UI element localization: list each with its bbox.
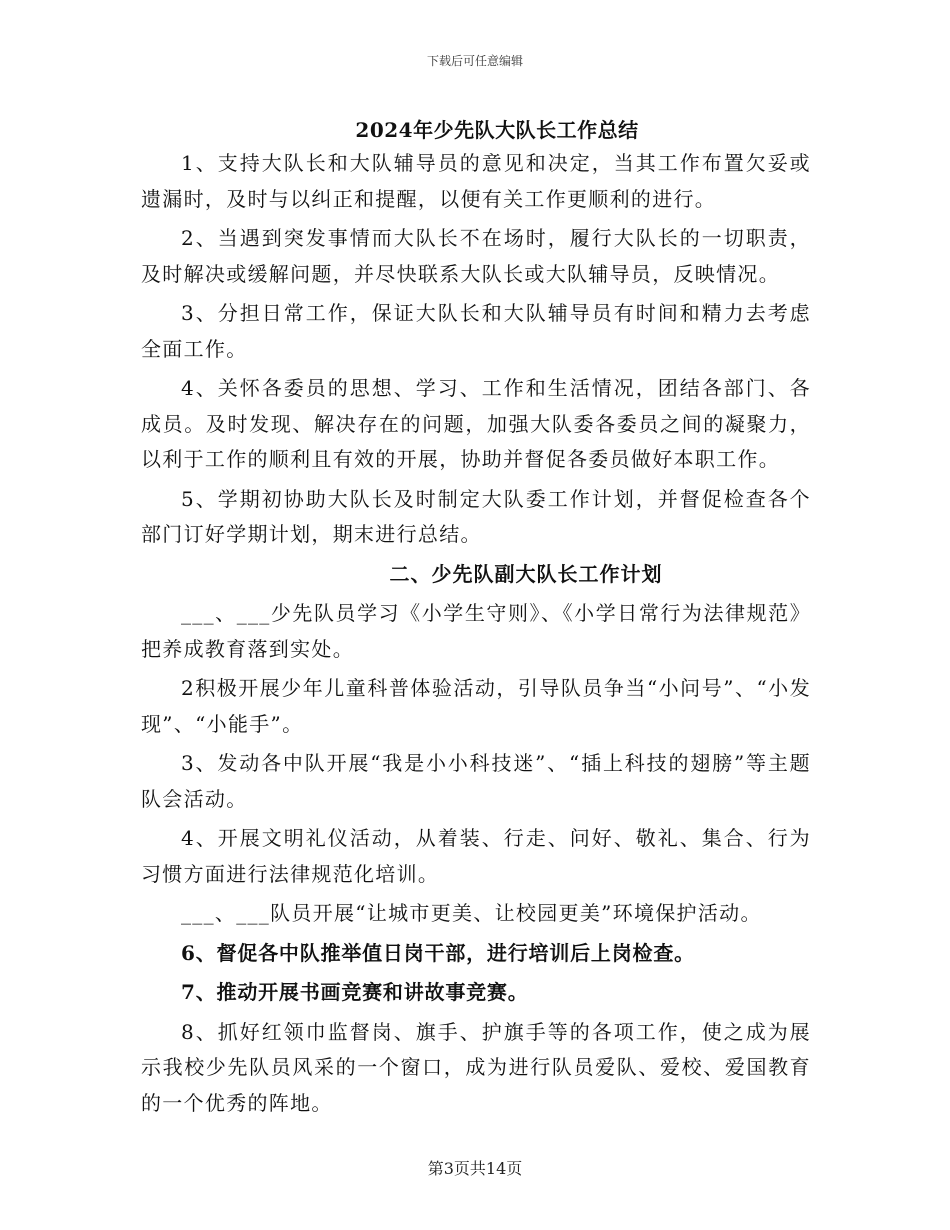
paragraph: 2、当遇到突发事情而大队长不在场时，履行大队长的一切职责，及时解决或缓解问题，并尽快联系大队长或大队辅导员，反映情况。 xyxy=(141,226,811,286)
paragraph: 8、抓好红领巾监督岗、旗手、护旗手等的各项工作，使之成为展示我校少先队员风采的一个窗口，成为进行队员爱队、爱校、爱国教育的一个优秀的阵地。 xyxy=(141,1019,811,1115)
bold-paragraph: 6、督促各中队推举值日岗干部，进行培训后上岗检查。 xyxy=(181,940,695,965)
paragraph: 4、关怀各委员的思想、学习、工作和生活情况，团结各部门、各成员。及时发现、解决存在的问题，加强大队委各委员之间的凝聚力，以利于工作的顺利且有效的开展，协助并督促各委员做好本职工作。 xyxy=(141,376,811,471)
paragraph: 2积极开展少年儿童科普体验活动，引导队员争当“小问号”、“小发现”、“小能手”。 xyxy=(141,676,811,736)
bold-paragraph: 7、推动开展书画竞赛和讲故事竞赛。 xyxy=(181,980,529,1004)
document-title: 2024年少先队大队长工作总结 xyxy=(355,118,639,142)
paragraph: ___、___少先队员学习《小学生守则》、《小学日常行为法律规范》把养成教育落到实处。 xyxy=(141,601,811,661)
section-heading: 二、少先队副大队长工作计划 xyxy=(389,561,663,586)
page-header-note: 下载后可任意编辑 xyxy=(426,54,523,68)
paragraph: 5、学期初协助大队长及时制定大队委工作计划，并督促检查各个部门订好学期计划，期末进行总结。 xyxy=(141,486,811,546)
paragraph: 1、支持大队长和大队辅导员的意见和决定，当其工作布置欠妥或遗漏时，及时与以纠正和提醒，以便有关工作更顺利的进行。 xyxy=(141,151,811,211)
paragraph: 3、发动各中队开展“我是小小科技迷”、“插上科技的翅膀”等主题队会活动。 xyxy=(141,751,811,811)
paragraph: 4、开展文明礼仪活动，从着装、行走、问好、敬礼、集合、行为习惯方面进行法律规范化培训。 xyxy=(141,826,811,886)
document-body xyxy=(141,146,811,1125)
paragraph: ___、___队员开展“让城市更美、让校园更美”环境保护活动。 xyxy=(181,901,762,925)
page-number: 第3页共14页 xyxy=(427,1159,523,1178)
paragraph: 3、分担日常工作，保证大队长和大队辅导员有时间和精力去考虑全面工作。 xyxy=(141,301,811,361)
